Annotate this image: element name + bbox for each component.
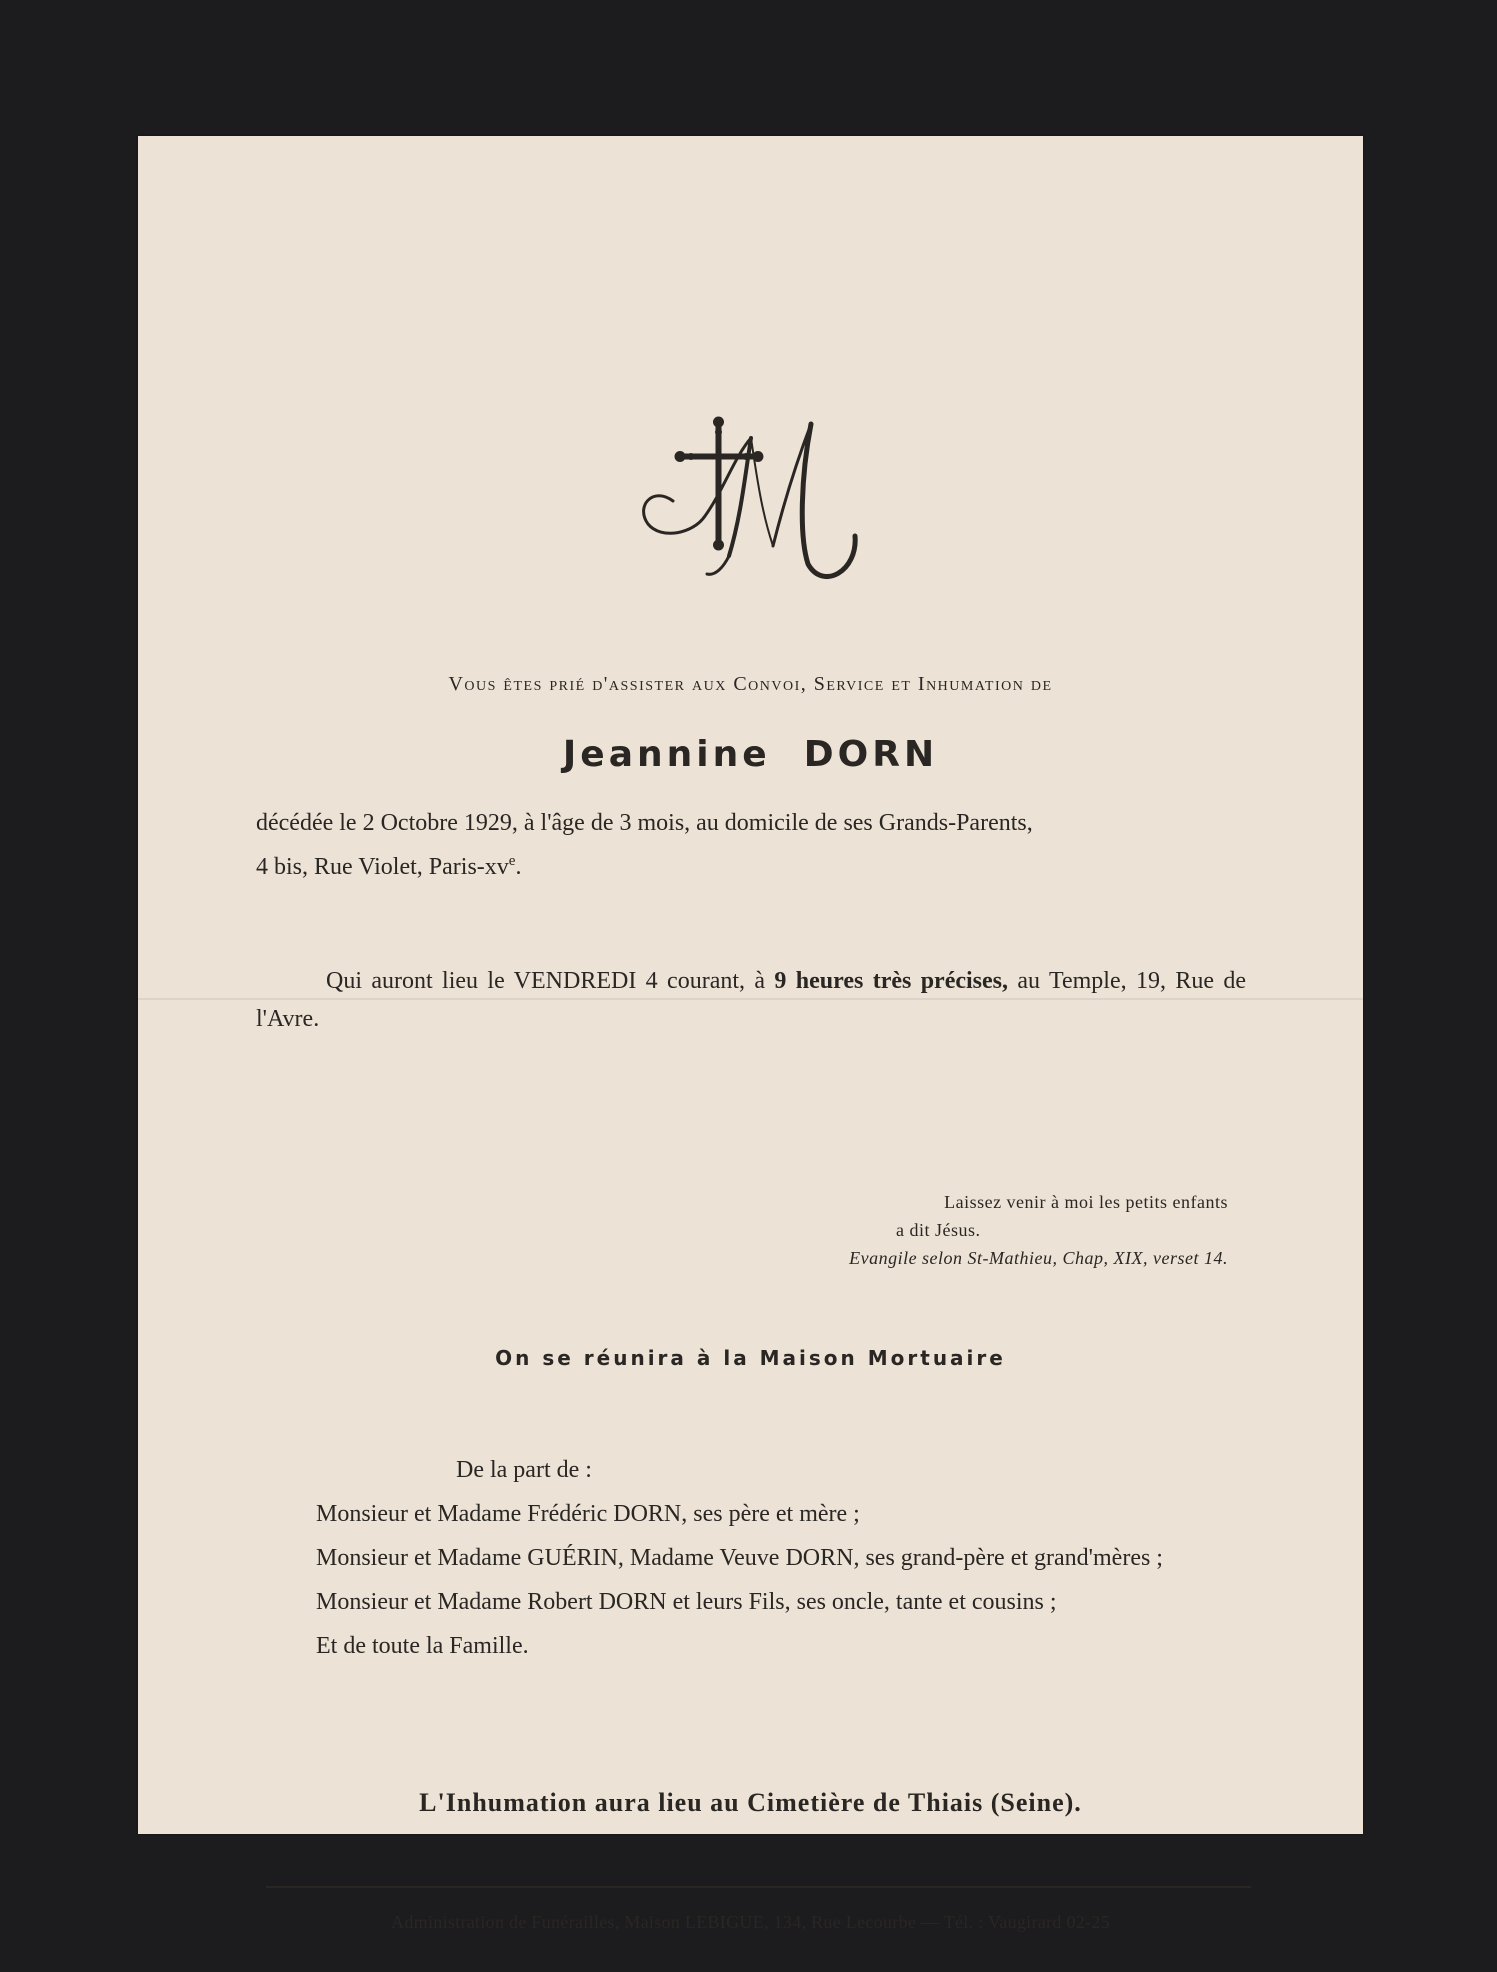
funeral-notice-card xyxy=(138,136,1363,1932)
gathering-notice: On se réunira à la Maison Mortuaire xyxy=(495,1346,1006,1370)
invitation-line: Vous êtes prié d'assister aux Convoi, Service et Inhumation de xyxy=(448,673,1053,695)
death-notice-line2 xyxy=(256,842,1246,886)
quote-source: Evangile selon St-Mathieu, Chap, XIX, verset 14. xyxy=(849,1248,1228,1268)
quote-line2: a dit Jésus. xyxy=(896,1220,981,1240)
service-notice xyxy=(256,962,1246,1038)
address-end: . xyxy=(515,854,522,880)
family-list xyxy=(256,1448,1246,1668)
family-member: Monsieur et Madame Robert DORN et leurs Fils, ses oncle, tante et cousins ; xyxy=(316,1589,1057,1615)
family-intro: De la part de : xyxy=(456,1457,592,1483)
deceased-last-name: DORN xyxy=(803,734,939,775)
death-notice xyxy=(256,804,1246,886)
funeral-home-footer: Administration de Funérailles, Maison LEBIGUE, 134, Rue Lecourbe — Tél. : Vaugirard 02-25 xyxy=(391,1912,1110,1932)
cross-m-monogram-icon xyxy=(633,406,873,586)
footer-divider xyxy=(266,1886,1251,1888)
family-member: Monsieur et Madame GUÉRIN, Madame Veuve DORN, ses grand-père et grand'mères ; xyxy=(316,1545,1163,1571)
address-text: 4 bis, Rue Violet, Paris-xv xyxy=(256,854,509,880)
burial-notice: L'Inhumation aura lieu au Cimetière de Thiais (Seine). xyxy=(419,1788,1082,1817)
service-part1: Qui auront lieu le VENDREDI 4 courant, à xyxy=(326,968,766,994)
family-member: Monsieur et Madame Frédéric DORN, ses père et mère ; xyxy=(316,1501,860,1527)
service-part2: au Temple, 19, Rue de l'Avre. xyxy=(256,968,1247,1032)
deceased-name xyxy=(138,734,1363,775)
deceased-first-name: Jeannine xyxy=(562,734,771,775)
death-notice-line1: décédée le 2 Octobre 1929, à l'âge de 3 mois, au domicile de ses Grands-Parents, xyxy=(256,810,1033,836)
service-time: 9 heures très précises, xyxy=(774,968,1009,994)
quote-line1: Laissez venir à moi les petits enfants xyxy=(944,1192,1228,1212)
bible-quote xyxy=(728,1188,1228,1272)
family-member: Et de toute la Famille. xyxy=(316,1633,529,1659)
arrondissement-suffix: e xyxy=(508,853,516,869)
